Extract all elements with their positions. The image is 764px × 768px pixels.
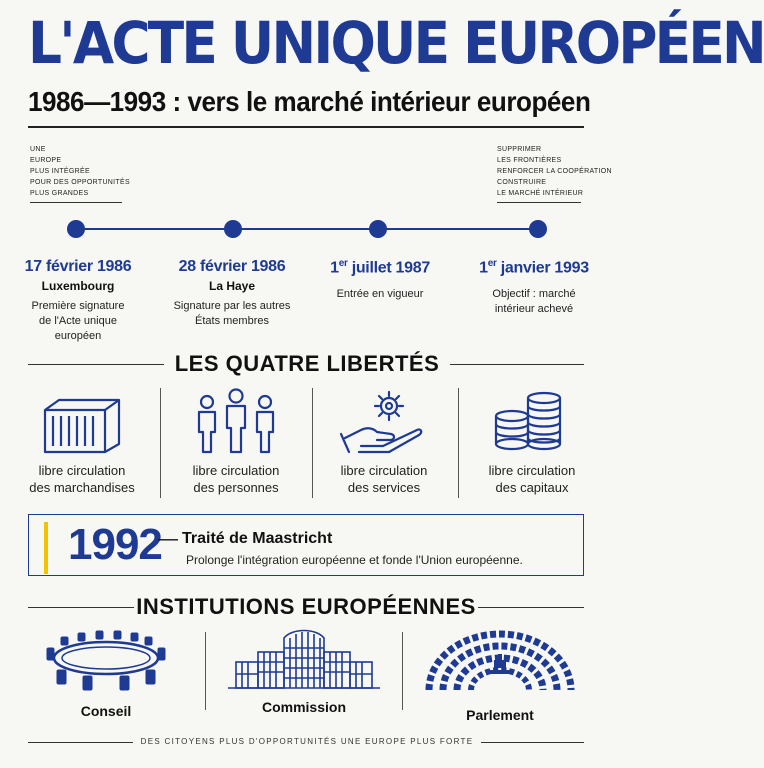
freedom-capital (462, 388, 602, 496)
page-subtitle: 1986—1993 : vers le marché intérieur européen (28, 86, 591, 117)
right-note (497, 144, 612, 199)
freedom-label-line: libre circulation (488, 463, 576, 478)
freedom-label (166, 462, 306, 496)
divider (160, 388, 161, 498)
freedom-label-line: libre circulation (38, 463, 126, 478)
timeline-dot (224, 220, 242, 238)
event-date: 28 février 1986 (178, 258, 286, 275)
freedom-label-line: libre circulation (340, 463, 428, 478)
right-note-line: LES FRONTIÈRES (497, 157, 562, 164)
event-date-rest: juillet 1987 (347, 259, 430, 277)
event-date (464, 258, 604, 277)
event-place: La Haye (208, 279, 256, 293)
timeline-dot (369, 220, 387, 238)
event-date-day: 1 (479, 259, 488, 277)
page-title: L'ACTE UNIQUE EUROPÉEN (28, 9, 764, 77)
freedom-label-line: libre circulation (192, 463, 280, 478)
maastricht-desc: Prolonge l'intégration européenne et fonde l'Union européenne. (186, 553, 523, 567)
left-note-line: PLUS GRANDES (30, 190, 89, 197)
freedom-label (12, 462, 152, 496)
freedom-label-line: des personnes (193, 480, 279, 495)
timeline-line (76, 228, 538, 230)
freedom-label (462, 462, 602, 496)
event-date-sup: er (338, 258, 348, 269)
round-table-icon (31, 628, 181, 694)
freedoms-title: LES QUATRE LIBERTÉS (174, 351, 440, 376)
event-date-sup: er (487, 258, 497, 269)
left-note (30, 144, 130, 199)
event-desc: Objectif : marché intérieur achevé (492, 288, 576, 316)
freedom-label (314, 462, 454, 496)
section-rule (450, 364, 584, 365)
institution-label: Commission (261, 699, 346, 715)
institution-commission (214, 624, 394, 715)
section-rule (28, 607, 134, 608)
institution-council (16, 628, 196, 719)
divider (312, 388, 313, 498)
institution-label: Parlement (466, 707, 534, 723)
timeline-dot (529, 220, 547, 238)
right-note-line: SUPPRIMER (497, 146, 542, 153)
freedom-persons (166, 388, 306, 496)
divider (402, 632, 403, 710)
timeline-event (464, 258, 604, 317)
left-note-line: POUR DES OPPORTUNITÉS (30, 179, 130, 186)
footer-text (0, 737, 614, 746)
left-note-rule (30, 202, 122, 203)
event-date-rest: janvier 1993 (496, 259, 589, 277)
maastricht-dash: — (158, 528, 178, 550)
event-desc: Signature par les autres États membres (173, 300, 291, 327)
event-place: Luxembourg (41, 279, 115, 293)
right-note-line: CONSTRUIRE (497, 179, 547, 186)
timeline-event (162, 258, 302, 329)
right-note-line: LE MARCHÉ INTÉRIEUR (497, 190, 584, 197)
freedom-goods (12, 394, 152, 496)
freedom-label-line: des capitaux (495, 480, 569, 495)
left-note-line: UNE (30, 146, 46, 153)
footer-label: DES CITOYENS PLUS D'OPPORTUNITÉS UNE EUROPE PLUS FORTE (133, 737, 482, 746)
freedom-label-line: des marchandises (29, 480, 135, 495)
event-desc: Première signature de l'Acte unique européen (31, 300, 125, 342)
right-note-rule (497, 202, 581, 203)
event-date-day: 1 (330, 259, 339, 277)
institution-parliament (410, 626, 590, 723)
event-desc: Entrée en vigueur (336, 288, 424, 301)
coins-icon (492, 388, 572, 454)
institutions-title: INSTITUTIONS EUROPÉENNES (136, 594, 476, 619)
event-date (310, 258, 450, 277)
container-icon (39, 394, 125, 454)
freedom-label-line: des services (347, 480, 421, 495)
left-note-line: EUROPE (30, 157, 62, 164)
gear-hand-icon (339, 388, 429, 454)
institution-label: Conseil (80, 703, 132, 719)
header-divider (28, 126, 584, 128)
timeline-event (310, 258, 450, 302)
freedom-services (314, 388, 454, 496)
timeline-event (8, 258, 148, 344)
maastricht-year: 1992 (68, 520, 162, 569)
hemicycle-icon (415, 626, 585, 698)
left-note-line: PLUS INTÉGRÉE (30, 168, 90, 175)
divider (205, 632, 206, 710)
maastricht-title: Traité de Maastricht (182, 530, 333, 547)
section-rule (28, 364, 164, 365)
divider (458, 388, 459, 498)
timeline-dot (67, 220, 85, 238)
event-date: 17 février 1986 (24, 258, 132, 275)
section-rule (478, 607, 584, 608)
right-note-line: RENFORCER LA COOPÉRATION (497, 168, 612, 175)
building-icon (224, 624, 384, 690)
maastricht-accent-bar (44, 522, 48, 574)
people-icon (191, 388, 281, 454)
